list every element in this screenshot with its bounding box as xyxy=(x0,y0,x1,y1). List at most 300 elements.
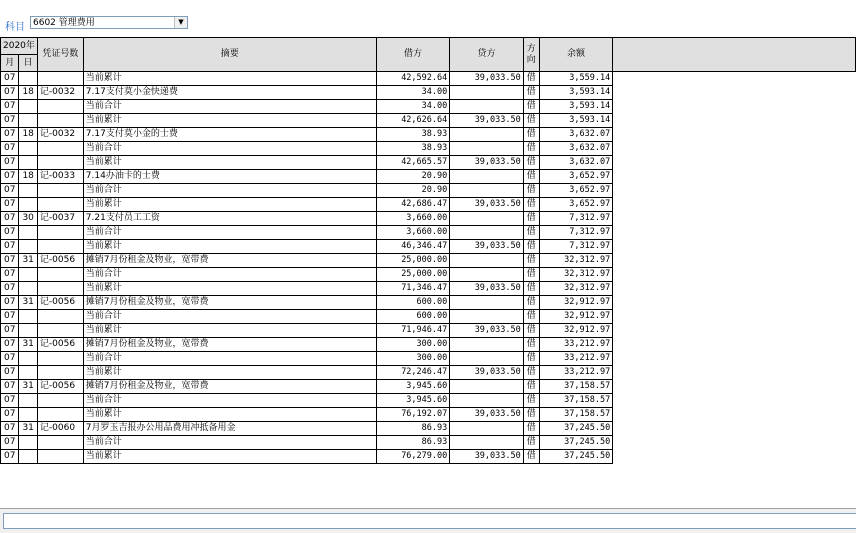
voucher-cell xyxy=(37,436,83,450)
voucher-header: 凭证号数 xyxy=(37,38,83,72)
summary-cell: 摊销7月份租金及物业，宽带费 xyxy=(83,380,376,394)
table-row[interactable] xyxy=(1,394,856,408)
month-cell: 07 xyxy=(1,352,19,366)
direction-cell: 借 xyxy=(523,184,539,198)
credit-cell xyxy=(450,422,524,436)
row-filler xyxy=(613,296,856,310)
month-cell: 07 xyxy=(1,170,19,184)
row-filler xyxy=(613,128,856,142)
day-cell xyxy=(19,436,37,450)
voucher-cell xyxy=(37,114,83,128)
table-row[interactable] xyxy=(1,170,856,184)
credit-cell xyxy=(450,352,524,366)
table-row[interactable] xyxy=(1,114,856,128)
balance-cell: 3,652.97 xyxy=(539,184,613,198)
direction-cell: 借 xyxy=(523,198,539,212)
balance-cell: 3,593.14 xyxy=(539,86,613,100)
day-cell xyxy=(19,114,37,128)
row-filler xyxy=(613,100,856,114)
voucher-cell: 记-0060 xyxy=(37,422,83,436)
balance-cell: 33,212.97 xyxy=(539,366,613,380)
balance-cell: 3,632.07 xyxy=(539,156,613,170)
debit-cell: 46,346.47 xyxy=(376,240,450,254)
row-filler xyxy=(613,86,856,100)
credit-cell xyxy=(450,212,524,226)
month-header: 月 xyxy=(1,55,19,72)
summary-cell: 摊销7月份租金及物业，宽带费 xyxy=(83,338,376,352)
debit-cell: 25,000.00 xyxy=(376,254,450,268)
direction-cell: 借 xyxy=(523,170,539,184)
direction-cell: 借 xyxy=(523,380,539,394)
row-filler xyxy=(613,240,856,254)
direction-cell: 借 xyxy=(523,212,539,226)
month-cell: 07 xyxy=(1,198,19,212)
summary-cell: 当前合计 xyxy=(83,352,376,366)
credit-cell: 39,033.50 xyxy=(450,324,524,338)
day-cell xyxy=(19,226,37,240)
day-cell: 30 xyxy=(19,212,37,226)
voucher-cell xyxy=(37,268,83,282)
table-row[interactable] xyxy=(1,254,856,268)
debit-cell: 600.00 xyxy=(376,296,450,310)
debit-cell: 3,945.60 xyxy=(376,380,450,394)
month-cell: 07 xyxy=(1,240,19,254)
voucher-cell xyxy=(37,310,83,324)
credit-cell xyxy=(450,184,524,198)
month-cell: 07 xyxy=(1,310,19,324)
summary-cell: 当前累计 xyxy=(83,324,376,338)
balance-cell: 33,212.97 xyxy=(539,352,613,366)
month-cell: 07 xyxy=(1,324,19,338)
debit-cell: 25,000.00 xyxy=(376,268,450,282)
day-cell: 31 xyxy=(19,422,37,436)
balance-cell: 3,632.07 xyxy=(539,142,613,156)
direction-cell: 借 xyxy=(523,268,539,282)
balance-cell: 37,245.50 xyxy=(539,450,613,464)
summary-cell: 7.21支付员工工资 xyxy=(83,212,376,226)
year-header: 2020年 xyxy=(1,38,38,55)
month-cell: 07 xyxy=(1,114,19,128)
balance-cell: 3,652.97 xyxy=(539,170,613,184)
day-cell: 18 xyxy=(19,86,37,100)
table-row[interactable] xyxy=(1,324,856,338)
direction-cell: 借 xyxy=(523,352,539,366)
summary-cell: 当前累计 xyxy=(83,282,376,296)
direction-cell: 借 xyxy=(523,366,539,380)
summary-cell: 7.17支付莫小金的士费 xyxy=(83,128,376,142)
month-cell: 07 xyxy=(1,86,19,100)
month-cell: 07 xyxy=(1,212,19,226)
balance-cell: 3,559.14 xyxy=(539,72,613,86)
month-cell: 07 xyxy=(1,422,19,436)
toolbar xyxy=(0,0,856,36)
month-cell: 07 xyxy=(1,72,19,86)
direction-cell: 借 xyxy=(523,72,539,86)
credit-cell xyxy=(450,170,524,184)
summary-cell: 摊销7月份租金及物业，宽带费 xyxy=(83,254,376,268)
month-cell: 07 xyxy=(1,408,19,422)
voucher-cell xyxy=(37,352,83,366)
row-filler xyxy=(613,352,856,366)
voucher-cell: 记-0056 xyxy=(37,296,83,310)
direction-cell: 借 xyxy=(523,338,539,352)
summary-cell: 摊销7月份租金及物业，宽带费 xyxy=(83,296,376,310)
table-row[interactable] xyxy=(1,296,856,310)
header-filler xyxy=(613,38,856,72)
debit-cell: 3,660.00 xyxy=(376,212,450,226)
voucher-cell xyxy=(37,156,83,170)
summary-cell: 当前合计 xyxy=(83,394,376,408)
credit-cell: 39,033.50 xyxy=(450,450,524,464)
row-filler xyxy=(613,436,856,450)
table-row[interactable] xyxy=(1,436,856,450)
row-filler xyxy=(613,310,856,324)
direction-cell: 借 xyxy=(523,156,539,170)
day-cell xyxy=(19,142,37,156)
month-cell: 07 xyxy=(1,142,19,156)
summary-cell: 当前累计 xyxy=(83,366,376,380)
summary-cell: 当前合计 xyxy=(83,100,376,114)
row-filler xyxy=(613,114,856,128)
table-row[interactable] xyxy=(1,86,856,100)
table-row[interactable] xyxy=(1,156,856,170)
table-row[interactable] xyxy=(1,240,856,254)
credit-cell: 39,033.50 xyxy=(450,198,524,212)
month-cell: 07 xyxy=(1,184,19,198)
month-cell: 07 xyxy=(1,128,19,142)
month-cell: 07 xyxy=(1,282,19,296)
day-cell xyxy=(19,282,37,296)
voucher-cell xyxy=(37,394,83,408)
direction-cell: 借 xyxy=(523,86,539,100)
direction-cell: 借 xyxy=(523,282,539,296)
balance-cell: 32,312.97 xyxy=(539,268,613,282)
summary-cell: 当前合计 xyxy=(83,184,376,198)
table-row[interactable] xyxy=(1,226,856,240)
subject-select-value: 6602 管理费用 xyxy=(33,18,95,28)
table-row[interactable] xyxy=(1,184,856,198)
debit-cell: 42,626.64 xyxy=(376,114,450,128)
debit-cell: 86.93 xyxy=(376,436,450,450)
day-cell xyxy=(19,408,37,422)
row-filler xyxy=(613,142,856,156)
table-row[interactable] xyxy=(1,268,856,282)
balance-cell: 37,158.57 xyxy=(539,380,613,394)
credit-cell xyxy=(450,226,524,240)
credit-cell xyxy=(450,86,524,100)
day-cell xyxy=(19,352,37,366)
voucher-cell: 记-0056 xyxy=(37,254,83,268)
table-row[interactable] xyxy=(1,366,856,380)
summary-cell: 当前累计 xyxy=(83,198,376,212)
summary-cell: 当前累计 xyxy=(83,240,376,254)
balance-cell: 32,312.97 xyxy=(539,282,613,296)
month-cell: 07 xyxy=(1,436,19,450)
table-row[interactable] xyxy=(1,142,856,156)
chevron-down-icon[interactable]: ▼ xyxy=(174,17,187,28)
debit-cell: 72,246.47 xyxy=(376,366,450,380)
table-row[interactable] xyxy=(1,100,856,114)
debit-cell: 20.90 xyxy=(376,170,450,184)
month-cell: 07 xyxy=(1,254,19,268)
month-cell: 07 xyxy=(1,450,19,464)
month-cell: 07 xyxy=(1,366,19,380)
balance-cell: 33,212.97 xyxy=(539,338,613,352)
row-filler xyxy=(613,212,856,226)
row-filler xyxy=(613,380,856,394)
summary-cell: 当前累计 xyxy=(83,408,376,422)
voucher-cell: 记-0037 xyxy=(37,212,83,226)
ledger-table xyxy=(0,37,856,464)
summary-cell: 7.14办油卡的士费 xyxy=(83,170,376,184)
balance-cell: 3,593.14 xyxy=(539,114,613,128)
day-cell: 31 xyxy=(19,296,37,310)
direction-cell: 借 xyxy=(523,100,539,114)
direction-cell: 借 xyxy=(523,254,539,268)
voucher-cell xyxy=(37,408,83,422)
month-cell: 07 xyxy=(1,156,19,170)
row-filler xyxy=(613,254,856,268)
voucher-cell xyxy=(37,142,83,156)
credit-cell: 39,033.50 xyxy=(450,72,524,86)
row-filler xyxy=(613,394,856,408)
debit-cell: 34.00 xyxy=(376,86,450,100)
row-filler xyxy=(613,268,856,282)
voucher-cell xyxy=(37,184,83,198)
summary-cell: 7.17支付莫小金快递费 xyxy=(83,86,376,100)
row-filler xyxy=(613,282,856,296)
debit-cell: 300.00 xyxy=(376,338,450,352)
day-cell xyxy=(19,394,37,408)
debit-header: 借方 xyxy=(376,38,450,72)
voucher-cell: 记-0056 xyxy=(37,338,83,352)
credit-cell xyxy=(450,436,524,450)
voucher-cell: 记-0032 xyxy=(37,128,83,142)
balance-cell: 32,912.97 xyxy=(539,296,613,310)
credit-cell: 39,033.50 xyxy=(450,240,524,254)
subject-label: 科目 xyxy=(5,22,25,33)
voucher-cell xyxy=(37,72,83,86)
table-row[interactable] xyxy=(1,72,856,86)
month-cell: 07 xyxy=(1,268,19,282)
credit-cell: 39,033.50 xyxy=(450,156,524,170)
row-filler xyxy=(613,198,856,212)
month-cell: 07 xyxy=(1,394,19,408)
voucher-cell xyxy=(37,324,83,338)
credit-cell xyxy=(450,310,524,324)
status-bar xyxy=(0,508,856,533)
row-filler xyxy=(613,72,856,86)
direction-cell: 借 xyxy=(523,142,539,156)
debit-cell: 34.00 xyxy=(376,100,450,114)
table-row[interactable] xyxy=(1,352,856,366)
debit-cell: 71,946.47 xyxy=(376,324,450,338)
direction-cell: 借 xyxy=(523,422,539,436)
summary-cell: 当前累计 xyxy=(83,450,376,464)
summary-header: 摘要 xyxy=(83,38,376,72)
balance-cell: 32,912.97 xyxy=(539,310,613,324)
day-cell xyxy=(19,100,37,114)
direction-header: 方向 xyxy=(523,38,539,72)
day-cell: 18 xyxy=(19,170,37,184)
month-cell: 07 xyxy=(1,296,19,310)
balance-cell: 37,245.50 xyxy=(539,436,613,450)
credit-cell: 39,033.50 xyxy=(450,114,524,128)
balance-cell: 3,632.07 xyxy=(539,128,613,142)
direction-cell: 借 xyxy=(523,226,539,240)
ledger-body xyxy=(1,72,856,464)
debit-cell: 3,945.60 xyxy=(376,394,450,408)
day-cell xyxy=(19,310,37,324)
voucher-cell xyxy=(37,100,83,114)
credit-cell xyxy=(450,128,524,142)
table-row[interactable] xyxy=(1,310,856,324)
day-cell xyxy=(19,366,37,380)
direction-cell: 借 xyxy=(523,240,539,254)
balance-cell: 7,312.97 xyxy=(539,212,613,226)
debit-cell: 86.93 xyxy=(376,422,450,436)
debit-cell: 76,192.07 xyxy=(376,408,450,422)
balance-header: 余额 xyxy=(539,38,613,72)
month-cell: 07 xyxy=(1,226,19,240)
table-row[interactable] xyxy=(1,338,856,352)
bottom-input[interactable] xyxy=(3,513,856,529)
direction-cell: 借 xyxy=(523,324,539,338)
row-filler xyxy=(613,184,856,198)
table-row[interactable] xyxy=(1,212,856,226)
row-filler xyxy=(613,422,856,436)
day-cell: 31 xyxy=(19,380,37,394)
table-row[interactable] xyxy=(1,450,856,464)
summary-cell: 当前合计 xyxy=(83,436,376,450)
month-cell: 07 xyxy=(1,100,19,114)
debit-cell: 42,665.57 xyxy=(376,156,450,170)
row-filler xyxy=(613,408,856,422)
direction-cell: 借 xyxy=(523,114,539,128)
credit-cell xyxy=(450,296,524,310)
table-row[interactable] xyxy=(1,380,856,394)
subject-select[interactable] xyxy=(30,16,188,29)
day-cell xyxy=(19,72,37,86)
credit-cell xyxy=(450,268,524,282)
direction-cell: 借 xyxy=(523,310,539,324)
balance-cell: 3,652.97 xyxy=(539,198,613,212)
row-filler xyxy=(613,226,856,240)
day-cell: 31 xyxy=(19,254,37,268)
credit-cell: 39,033.50 xyxy=(450,366,524,380)
voucher-cell xyxy=(37,282,83,296)
balance-cell: 37,158.57 xyxy=(539,408,613,422)
row-filler xyxy=(613,156,856,170)
summary-cell: 7月罗玉吉报办公用品费用冲抵备用金 xyxy=(83,422,376,436)
voucher-cell xyxy=(37,240,83,254)
debit-cell: 42,686.47 xyxy=(376,198,450,212)
row-filler xyxy=(613,170,856,184)
direction-cell: 借 xyxy=(523,450,539,464)
day-cell xyxy=(19,156,37,170)
day-cell xyxy=(19,268,37,282)
debit-cell: 3,660.00 xyxy=(376,226,450,240)
voucher-cell: 记-0032 xyxy=(37,86,83,100)
debit-cell: 38.93 xyxy=(376,142,450,156)
debit-cell: 71,346.47 xyxy=(376,282,450,296)
day-cell xyxy=(19,240,37,254)
balance-cell: 37,245.50 xyxy=(539,422,613,436)
day-header: 日 xyxy=(19,55,37,72)
summary-cell: 当前累计 xyxy=(83,72,376,86)
summary-cell: 当前累计 xyxy=(83,114,376,128)
balance-cell: 32,312.97 xyxy=(539,254,613,268)
debit-cell: 20.90 xyxy=(376,184,450,198)
day-cell: 31 xyxy=(19,338,37,352)
voucher-cell: 记-0033 xyxy=(37,170,83,184)
balance-cell: 3,593.14 xyxy=(539,100,613,114)
direction-cell: 借 xyxy=(523,408,539,422)
balance-cell: 7,312.97 xyxy=(539,240,613,254)
credit-cell xyxy=(450,380,524,394)
table-row[interactable] xyxy=(1,422,856,436)
day-cell xyxy=(19,450,37,464)
voucher-cell: 记-0056 xyxy=(37,380,83,394)
table-row[interactable] xyxy=(1,282,856,296)
summary-cell: 当前合计 xyxy=(83,226,376,240)
summary-cell: 当前合计 xyxy=(83,310,376,324)
voucher-cell xyxy=(37,366,83,380)
balance-cell: 32,912.97 xyxy=(539,324,613,338)
credit-cell xyxy=(450,100,524,114)
day-cell xyxy=(19,184,37,198)
month-cell: 07 xyxy=(1,338,19,352)
voucher-cell xyxy=(37,450,83,464)
table-row[interactable] xyxy=(1,198,856,212)
month-cell: 07 xyxy=(1,380,19,394)
direction-cell: 借 xyxy=(523,436,539,450)
table-row[interactable] xyxy=(1,408,856,422)
table-row[interactable] xyxy=(1,128,856,142)
debit-cell: 38.93 xyxy=(376,128,450,142)
balance-cell: 7,312.97 xyxy=(539,226,613,240)
balance-cell: 37,158.57 xyxy=(539,394,613,408)
voucher-cell xyxy=(37,226,83,240)
row-filler xyxy=(613,450,856,464)
row-filler xyxy=(613,366,856,380)
direction-cell: 借 xyxy=(523,296,539,310)
credit-cell xyxy=(450,142,524,156)
direction-cell: 借 xyxy=(523,128,539,142)
credit-cell xyxy=(450,394,524,408)
debit-cell: 76,279.00 xyxy=(376,450,450,464)
row-filler xyxy=(613,338,856,352)
ledger-grid xyxy=(0,37,856,464)
summary-cell: 当前累计 xyxy=(83,156,376,170)
day-cell: 18 xyxy=(19,128,37,142)
credit-cell xyxy=(450,338,524,352)
summary-cell: 当前合计 xyxy=(83,142,376,156)
debit-cell: 42,592.64 xyxy=(376,72,450,86)
direction-cell: 借 xyxy=(523,394,539,408)
day-cell xyxy=(19,198,37,212)
credit-cell: 39,033.50 xyxy=(450,408,524,422)
day-cell xyxy=(19,324,37,338)
credit-cell xyxy=(450,254,524,268)
summary-cell: 当前合计 xyxy=(83,268,376,282)
credit-header: 贷方 xyxy=(450,38,524,72)
debit-cell: 300.00 xyxy=(376,352,450,366)
credit-cell: 39,033.50 xyxy=(450,282,524,296)
row-filler xyxy=(613,324,856,338)
voucher-cell xyxy=(37,198,83,212)
debit-cell: 600.00 xyxy=(376,310,450,324)
